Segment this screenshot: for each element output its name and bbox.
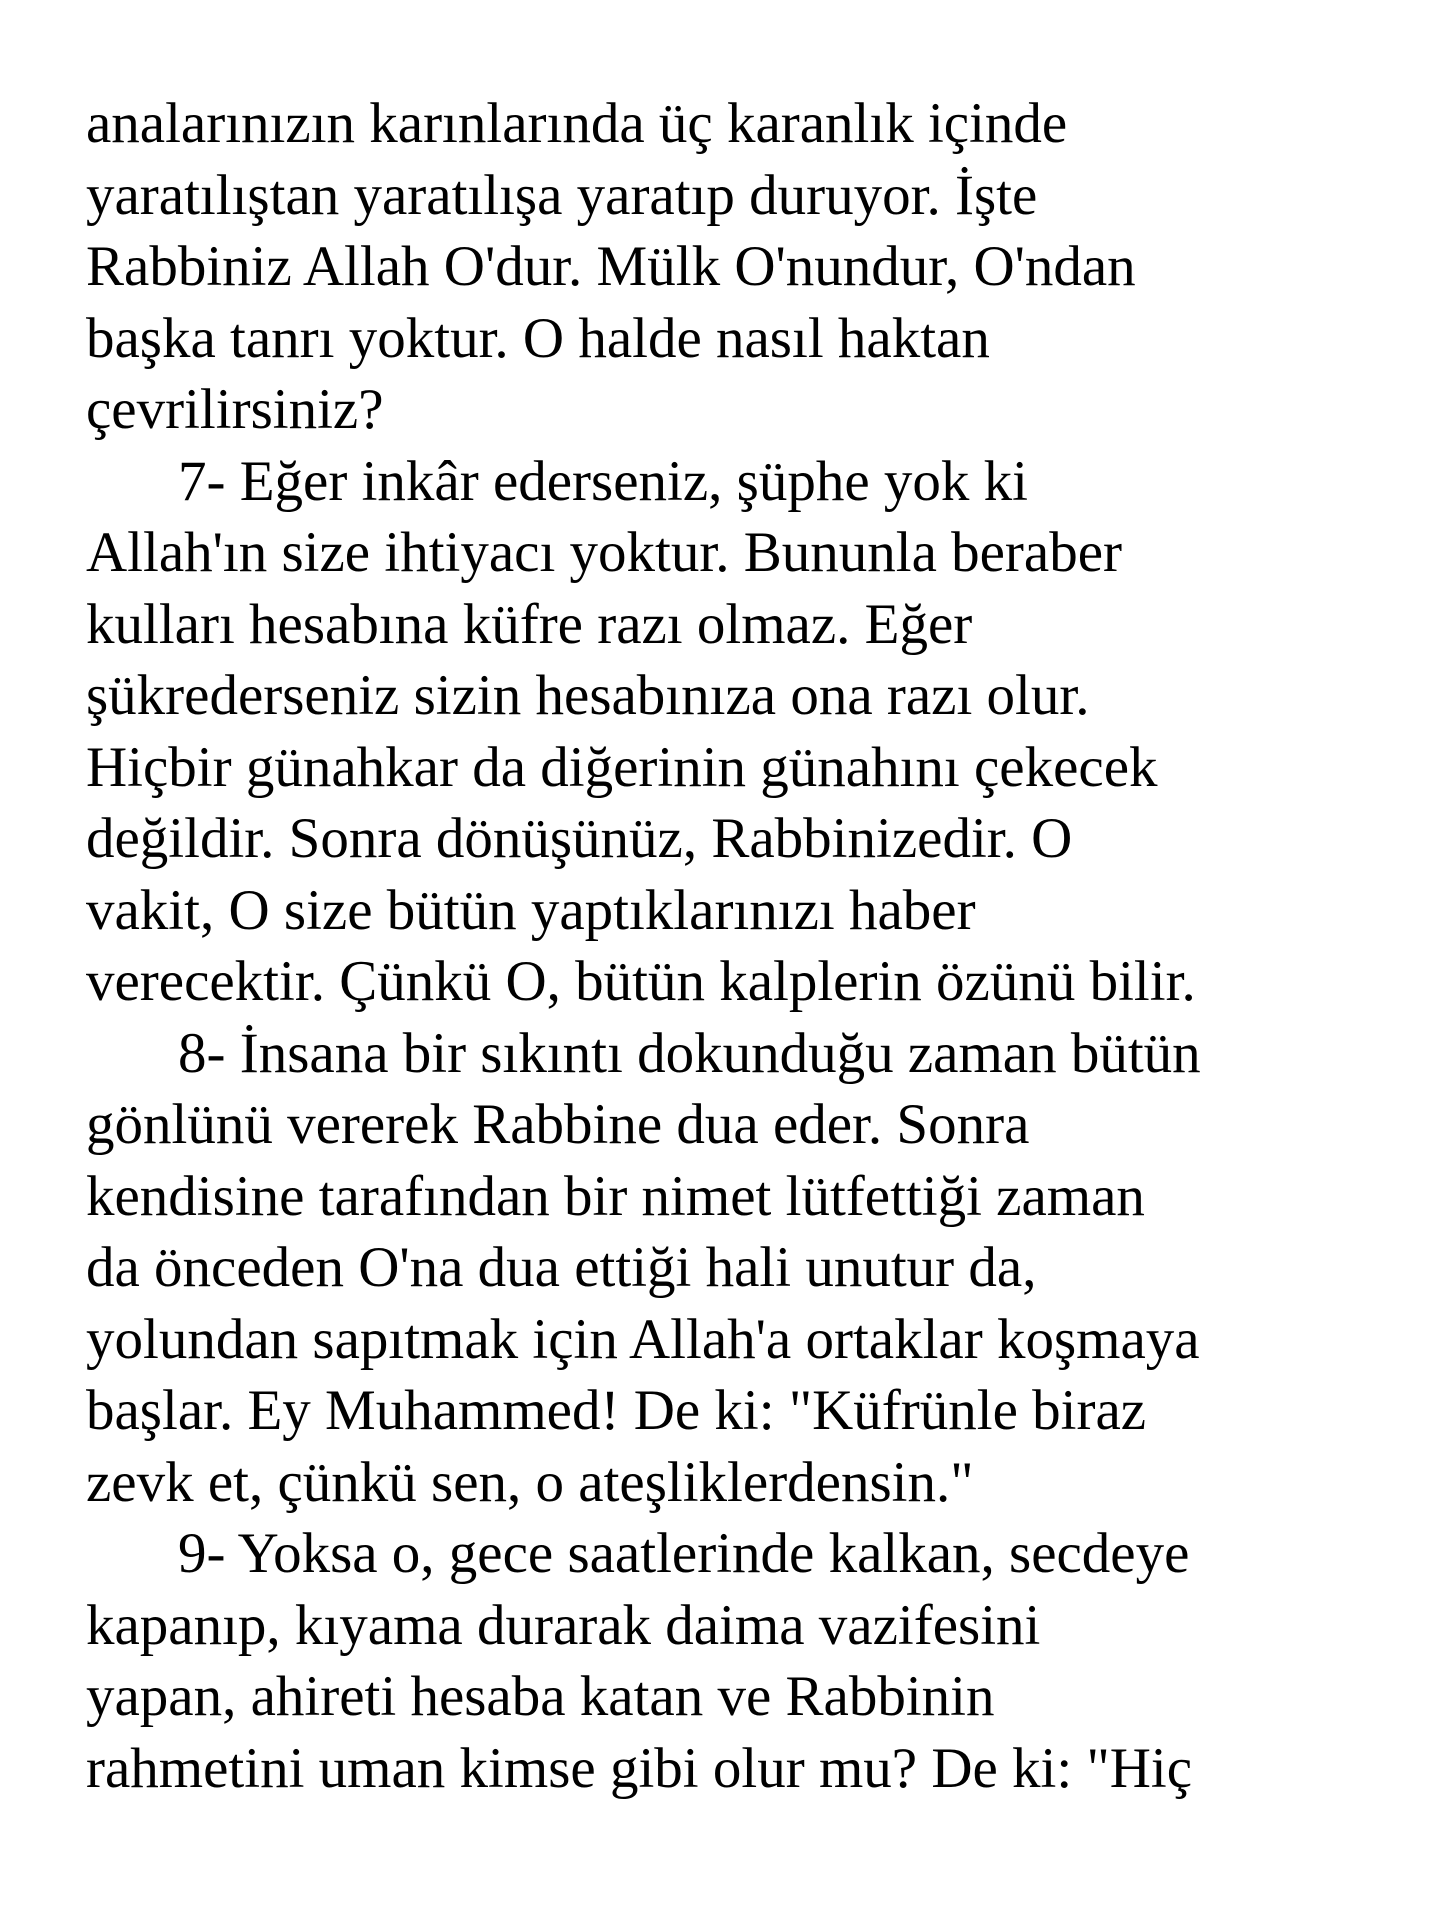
verse-9-start: 9- Yoksa o, gece saatlerinde kalkan, secdeye (178, 1522, 1190, 1585)
text-line: yolundan sapıtmak için Allah'a ortaklar koşmaya (86, 1307, 1200, 1371)
verse-8-start: 8- İnsana bir sıkıntı dokunduğu zaman bütün (178, 1021, 1201, 1085)
body-text (86, 88, 1426, 1804)
text-line: çevrilirsiniz? (86, 378, 384, 441)
verse-7-start: 7- Eğer inkâr ederseniz, şüphe yok ki (178, 449, 1028, 513)
text-line: Hiçbir günahkar da diğerinin günahını çekecek (86, 735, 1158, 799)
text-line: Allah'ın size ihtiyacı yoktur. Bununla beraber (86, 521, 1122, 584)
text-line: değildir. Sonra dönüşünüz, Rabbinizedir. O (86, 807, 1073, 870)
text-line: yapan, ahireti hesaba katan ve Rabbinin (86, 1665, 995, 1728)
text-line: başka tanrı yoktur. O halde nasıl haktan (86, 306, 990, 370)
text-line: kulları hesabına küfre razı olmaz. Eğer (86, 592, 973, 656)
text-line: rahmetini uman kimse gibi olur mu? De ki: "Hiç (86, 1736, 1193, 1800)
text-line: zevk et, çünkü sen, o ateşliklerdensin." (86, 1450, 974, 1514)
text-line: vakit, O size bütün yaptıklarınızı haber (86, 878, 976, 942)
text-line: yaratılıştan yaratılışa yaratıp duruyor. İşte (86, 163, 1038, 227)
text-line: başlar. Ey Muhammed! De ki: "Küfrünle biraz (86, 1379, 1147, 1442)
text-line: şükrederseniz sizin hesabınıza ona razı olur. (86, 664, 1090, 727)
text-line: analarınızın karınlarında üç karanlık içinde (86, 92, 1068, 155)
text-line: gönlünü vererek Rabbine dua eder. Sonra (86, 1093, 1030, 1156)
text-line: verecektir. Çünkü O, bütün kalplerin özünü bilir. (86, 950, 1196, 1013)
text-line: kendisine tarafından bir nimet lütfettiği zaman (86, 1164, 1145, 1228)
text-line: Rabbiniz Allah O'dur. Mülk O'nundur, O'ndan (86, 235, 1136, 298)
text-line: da önceden O'na dua ettiği hali unutur da, (86, 1236, 1037, 1299)
text-line: kapanıp, kıyama durarak daima vazifesini (86, 1593, 1041, 1657)
